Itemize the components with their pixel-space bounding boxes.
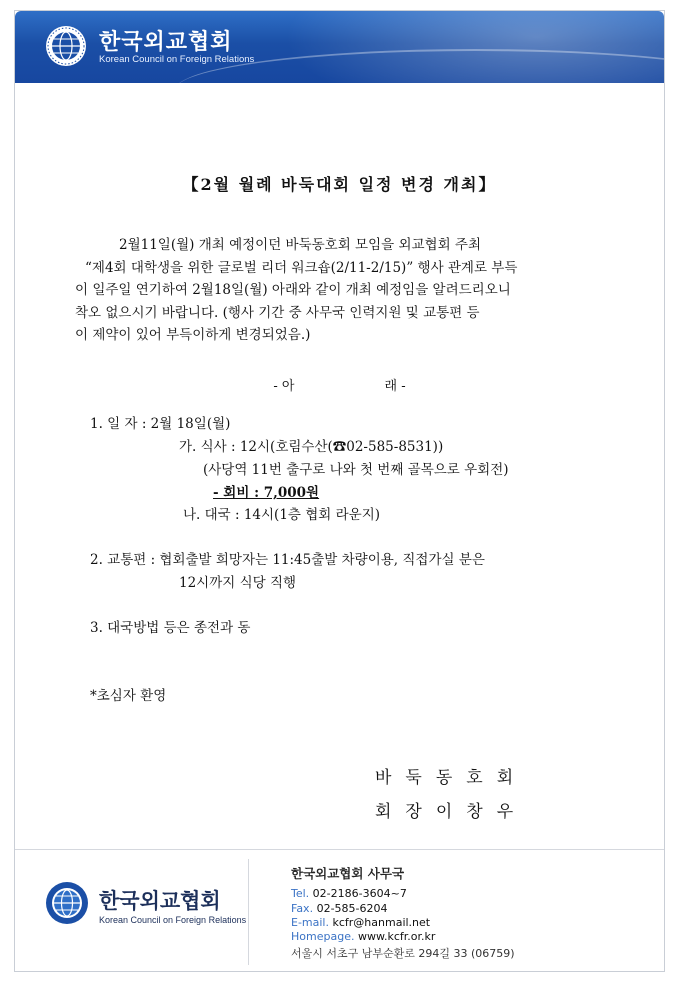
footer-address: 서울시 서초구 남부순환로 294길 33 (06759) (291, 947, 515, 960)
footer-fax (291, 902, 388, 915)
footer-email (291, 916, 430, 929)
footer-globe-emblem-icon (45, 881, 89, 925)
letter-sheet (14, 10, 665, 972)
notice-right: 래 - (384, 379, 406, 394)
email-link[interactable]: kcfr@hanmail.net (332, 916, 431, 929)
footer-org-name-en: Korean Council on Foreign Relations (99, 915, 247, 925)
item-match: 나. 대국 : 14시(1층 협회 라운지) (183, 507, 381, 523)
item-transport-cont: 12시까지 식당 직행 (179, 575, 297, 591)
item-meal: 가. 식사 : 12시(호림수산(☎02-585-8531)) (179, 439, 444, 455)
notice-left: - 아 (273, 379, 295, 394)
item-meal-location: (사당역 11번 출구로 나와 첫 번째 골목으로 우회전) (203, 462, 509, 478)
homepage-link[interactable]: www.kcfr.or.kr (357, 930, 436, 943)
footer-tel (291, 887, 407, 900)
tel-value: 02-2186-3604~7 (312, 887, 407, 900)
item-welcome: *초심자 환영 (90, 688, 167, 704)
signature-club: 바둑동호회 (375, 768, 528, 788)
intro-paragraph (75, 234, 615, 347)
footer-vertical-divider (248, 859, 249, 965)
globe-emblem-icon (45, 25, 87, 67)
header-org-name-en: Korean Council on Foreign Relations (99, 54, 255, 65)
item-fee: - 회비 : 7,000원 (213, 485, 320, 501)
fax-label: Fax. (291, 902, 314, 915)
intro-line: “제4회 대학생을 위한 글로벌 리더 워크숍(2/11-2/15)” 행사 관계로 부득 (85, 259, 518, 276)
notice-heading (15, 375, 664, 394)
footer-office-name: 한국외교협회 사무국 (291, 866, 405, 881)
item-date: 1. 일 자 : 2월 18일(월) (90, 416, 231, 432)
intro-line: 2월11일(월) 개최 예정이던 바둑동호회 모임을 외교협회 주최 (119, 237, 481, 253)
homepage-label: Homepage. (291, 930, 355, 943)
signature-president: 회장이창우 (375, 802, 528, 822)
intro-line: 이 제약이 있어 부득이하게 변경되었음.) (75, 327, 311, 344)
footer-divider (15, 849, 664, 850)
fax-value: 02-585-6204 (316, 902, 388, 915)
tel-label: Tel. (291, 887, 310, 900)
footer-homepage (291, 930, 435, 943)
item-transport: 2. 교통편 : 협회출발 희망자는 11:45출발 차량이용, 직접가실 분은 (90, 552, 485, 568)
header-banner (15, 11, 664, 83)
footer-org-name-ko: 한국외교협회 (99, 889, 221, 913)
item-method: 3. 대국방법 등은 종전과 동 (90, 620, 251, 636)
email-label: E-mail. (291, 916, 329, 929)
intro-line: 착오 없으시기 바랍니다. (행사 기간 중 사무국 인력지원 및 교통편 등 (75, 304, 480, 321)
header-org-name-ko: 한국외교협회 (99, 30, 233, 55)
intro-line: 이 일주일 연기하여 2월18일(월) 아래와 같이 개최 예정임을 알려드리오니 (75, 282, 511, 299)
page-title: 【2월 월례 바둑대회 일정 변경 개최】 (182, 175, 497, 194)
